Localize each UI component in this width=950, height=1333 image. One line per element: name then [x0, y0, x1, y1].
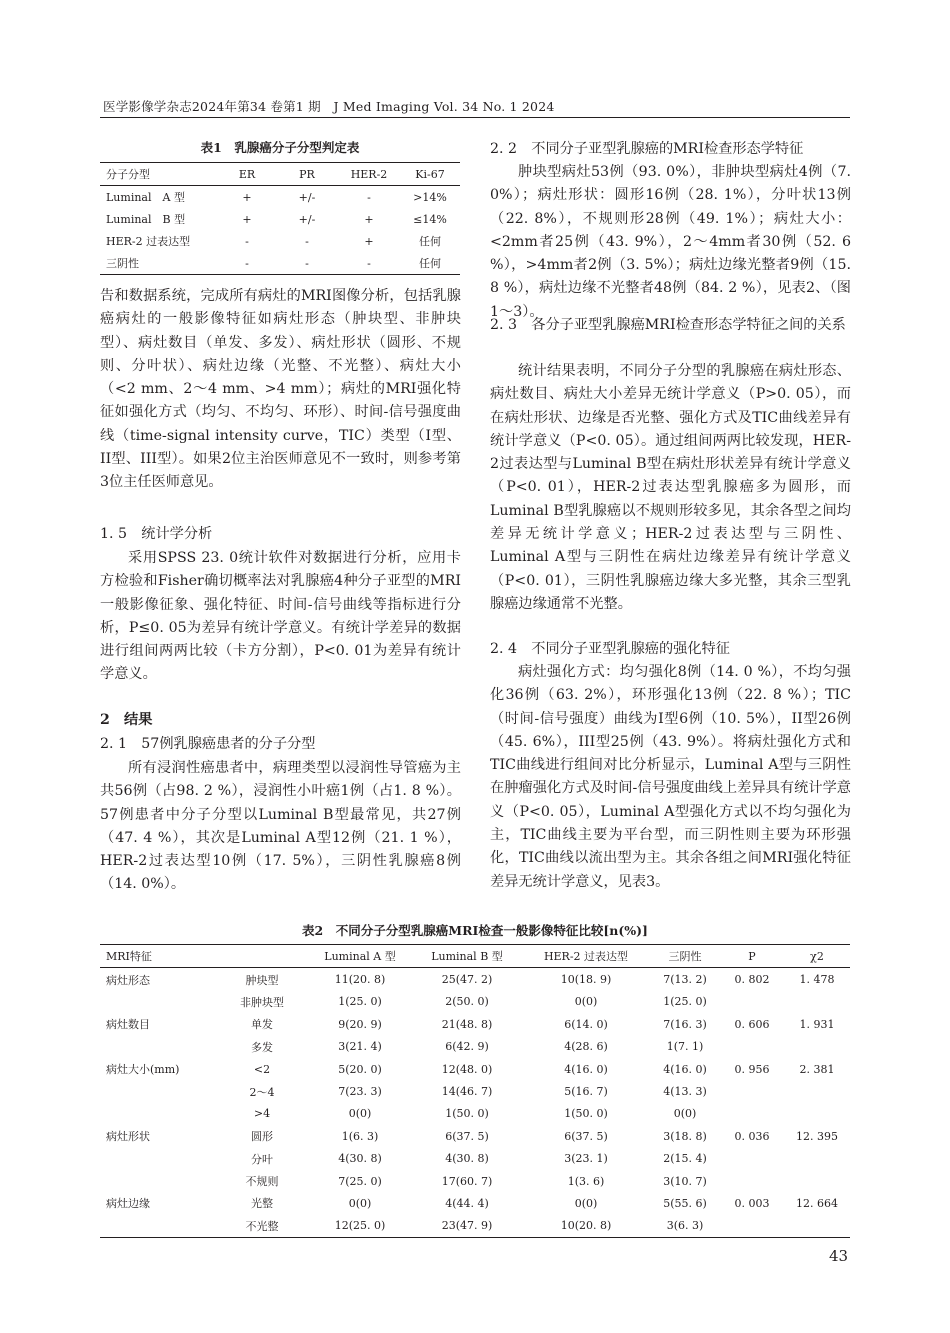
left-paragraph-3: 所有浸润性癌患者中，病理类型以浸润性导管癌为主共56例（占98. 2 %），浸润性小叶癌1例（占1. 8 %）。57例患者中分子分型以Luminal B型最常见，共27例（47. 4 %），其次是Luminal A型12例（21. 1 %），HER-2过表达型10例（17. 5%），三阴性乳腺癌8例（14. 0%）。 — [100, 760, 461, 893]
table2-cell: 0(0) — [574, 995, 598, 1009]
table2-cell: 单发 — [251, 1018, 273, 1032]
right-paragraph-3: 病灶强化方式：均匀强化8例（14. 0 %），不均匀强化36例（63. 2%），环形强化13例（22. 8 %）；TIC（时间-信号强度）曲线为I型6例（10. 5%），II型26例（45. 6%），III型25例（43. 9%）。将病灶强化方式和TIC曲线进行组间对比分析显示，Luminal A型与三阴性在肿瘤强化方式及时间-信号强度曲线上差异具有统计学意义（P<0. 05），Luminal A型强化方式以不均匀强化为主，TIC曲线主要为平台型，而三阴性则主要为环形强化，TIC曲线以流出型为主。其余各组之间MRI强化特征差异无统计学意义，见表3。 — [490, 664, 851, 890]
table2-cell: 1(50. 0) — [445, 1107, 489, 1121]
table2-cell: 10(20. 8) — [560, 1219, 612, 1233]
table2-cell: 3(21. 4) — [338, 1040, 382, 1054]
table2-cell: 4(16. 0) — [663, 1062, 707, 1076]
table2-cell — [784, 1148, 850, 1170]
table1-body — [100, 186, 460, 275]
table1-cell: - — [245, 256, 249, 270]
table2-cell: 1(25. 0) — [338, 995, 382, 1009]
table1-header-cell: 分子分型 — [106, 168, 150, 181]
table2-cell: 0(0) — [348, 1196, 372, 1210]
right-paragraph-1: 肿块型病灶53例（93. 0%），非肿块型病灶4例（7. 0%）；病灶形状：圆形16例（28. 1%），分叶状13例（22. 8%），不规则形28例（49. 1%）；病灶大小：<2mm者25例（43. 9%），2～4mm者30例（52. 6 %），>4mm者2例（3. 5%）；病灶边缘光整者9例（15. 8 %），病灶边缘不光整者48例（84. 2 %），见表2、（图1～3）。 — [490, 164, 851, 320]
table2-cell: 17(60. 7) — [441, 1174, 493, 1188]
table2-cell: 4(28. 6) — [564, 1040, 608, 1054]
table1-header-cell: HER-2 — [350, 167, 388, 181]
table2-cell: 多发 — [251, 1040, 273, 1054]
table2-cell: 21(48. 8) — [441, 1017, 493, 1031]
table2-cell: 9(20. 9) — [338, 1017, 382, 1031]
table2-row — [100, 1170, 850, 1192]
table2 — [100, 944, 850, 1238]
section-heading-2-3: 2. 3 各分子亚型乳腺癌MRI检查形态学特征之间的关系 — [490, 317, 846, 333]
table2-cell: 4(13. 3) — [663, 1085, 707, 1099]
table2-cell: 25(47. 2) — [441, 973, 493, 987]
section-heading-2-2: 2. 2 不同分子亚型乳腺癌的MRI检查形态学特征 — [490, 141, 804, 157]
table2-header-cell — [216, 945, 308, 968]
table2-cell: 3(6. 3) — [666, 1219, 704, 1233]
table2-cell: 6(37. 5) — [564, 1129, 608, 1143]
table2-cell: 分叶 — [251, 1152, 273, 1166]
table2-cell: 6(42. 9) — [445, 1040, 489, 1054]
table1-cell: 任何 — [419, 235, 441, 248]
table1-cell: 任何 — [419, 257, 441, 270]
table2-cell: 12(48. 0) — [441, 1062, 493, 1076]
table2-cell: 5(20. 0) — [338, 1062, 382, 1076]
table2-header-cell: 三阴性 — [668, 950, 702, 964]
table2-cell: 病灶边缘 — [106, 1197, 150, 1211]
left-paragraph-2: 采用SPSS 23. 0统计软件对数据进行分析，应用卡方检验和Fisher确切概率法对乳腺癌4种分子亚型的MRI一般影像征象、强化特征、时间-信号曲线等指标进行分析，P≤0. 05为差异有统计学意义。有统计学差异的数据进行组间两两比较（卡方分割），P<0. 01为差异有统计学意义。 — [100, 550, 461, 683]
table2-row — [100, 1215, 850, 1238]
table1-cell: Luminal B 型 — [106, 213, 186, 226]
table2-header-cell: HER-2 过表达型 — [543, 950, 629, 964]
table2-cell — [100, 1215, 216, 1238]
table2-cell: 0. 956 — [734, 1062, 770, 1076]
table2-cell: 6(14. 0) — [564, 1017, 608, 1031]
table2-header-cell: χ2 — [810, 949, 824, 963]
table2-cell: 0(0) — [673, 1107, 697, 1121]
table2-cell: 4(16. 0) — [564, 1062, 608, 1076]
table2-cell: 病灶形态 — [106, 973, 150, 987]
table2-cell — [100, 1148, 216, 1170]
table2-header-row — [100, 945, 850, 968]
table1-cell: +/- — [298, 190, 316, 204]
table2-row — [100, 1058, 850, 1080]
table2-cell: 6(37. 5) — [445, 1129, 489, 1143]
table2-row — [100, 1013, 850, 1035]
table2-cell — [784, 1036, 850, 1058]
table2-cell: 病灶数目 — [106, 1018, 150, 1032]
table2-cell — [100, 1036, 216, 1058]
table2-cell: 不规则 — [245, 1175, 279, 1189]
table2-cell: 2. 381 — [799, 1062, 835, 1076]
table2-cell: 0. 606 — [734, 1017, 770, 1031]
table2-caption: 表2 不同分子分型乳腺癌MRI检查一般影像特征比较[n(%)] — [302, 923, 648, 938]
table1-caption: 表1 乳腺癌分子分型判定表 — [200, 140, 360, 155]
table2-cell: 2(15. 4) — [663, 1152, 707, 1166]
table2-row — [100, 968, 850, 991]
table2-cell — [784, 1170, 850, 1192]
table2-cell: 3(23. 1) — [564, 1152, 608, 1166]
table2-cell: 病灶大小(mm) — [106, 1063, 180, 1077]
table2-cell — [720, 1170, 784, 1192]
running-header: 医学影像学杂志2024年第34 卷第1 期 J Med Imaging Vol. 34 No. 1 2024 — [103, 99, 555, 114]
table1-row — [100, 230, 460, 252]
table1-header-cell: Ki-67 — [415, 167, 445, 181]
table1 — [100, 162, 460, 275]
table2-cell: 1(7. 1) — [666, 1040, 704, 1054]
table2-cell: 2～4 — [249, 1085, 275, 1099]
table2-cell: 10(18. 9) — [560, 973, 612, 987]
table1-cell: - — [305, 234, 309, 248]
table2-header-cell: MRI特征 — [106, 950, 152, 964]
table1-cell: + — [364, 234, 374, 248]
table1-cell: +/- — [298, 212, 316, 226]
table1-cell: + — [364, 212, 374, 226]
table2-cell: 1. 931 — [799, 1017, 835, 1031]
table2-cell — [720, 1036, 784, 1058]
table2-cell: 不光整 — [245, 1219, 279, 1233]
table1-header-cell: PR — [299, 167, 315, 181]
table2-cell — [784, 1215, 850, 1238]
table2-cell: 2(50. 0) — [445, 995, 489, 1009]
header-rule — [100, 117, 850, 118]
table1-cell: ≤14% — [413, 212, 447, 226]
table1-cell: - — [367, 256, 371, 270]
table1-row — [100, 208, 460, 230]
table2-cell — [100, 1170, 216, 1192]
table2-row — [100, 1148, 850, 1170]
table2-cell — [100, 1103, 216, 1125]
table2-cell: 12. 395 — [796, 1129, 838, 1143]
table1-cell: Luminal A 型 — [106, 191, 185, 204]
table1-header-row — [100, 163, 460, 186]
table2-cell — [720, 991, 784, 1013]
table2-cell: 7(23. 3) — [338, 1085, 382, 1099]
table2-cell — [784, 1080, 850, 1102]
table2-cell: 14(46. 7) — [441, 1085, 493, 1099]
table2-cell: 3(10. 7) — [663, 1174, 707, 1188]
table2-cell: 1(3. 6) — [567, 1174, 605, 1188]
page-number: 43 — [829, 1247, 849, 1265]
table2-cell: 圆形 — [251, 1130, 273, 1144]
table2-row — [100, 991, 850, 1013]
table2-cell: 4(30. 8) — [445, 1152, 489, 1166]
table2-cell: 0. 003 — [734, 1196, 770, 1210]
section-heading-1-5: 1. 5 统计学分析 — [100, 526, 213, 542]
table2-cell: 12(25. 0) — [334, 1219, 386, 1233]
table2-header-cell: Luminal A 型 — [324, 950, 396, 964]
table2-cell: 光整 — [251, 1197, 273, 1211]
table1-cell: - — [305, 256, 309, 270]
table2-cell: 23(47. 9) — [441, 1219, 493, 1233]
table1-cell: HER-2 过表达型 — [106, 235, 191, 248]
table1-row — [100, 252, 460, 275]
table2-cell — [720, 1148, 784, 1170]
table2-cell — [720, 1080, 784, 1102]
table2-cell: 1. 478 — [799, 973, 835, 987]
table2-cell: 4(44. 4) — [445, 1196, 489, 1210]
table1-cell: + — [242, 212, 252, 226]
table2-cell: 5(55. 6) — [663, 1196, 707, 1210]
table2-cell — [100, 1080, 216, 1102]
table2-row — [100, 1125, 850, 1147]
table2-cell: 0. 036 — [734, 1129, 770, 1143]
table2-cell — [720, 1215, 784, 1238]
table2-cell: 0(0) — [574, 1196, 598, 1210]
table2-row — [100, 1080, 850, 1102]
table1-cell: - — [367, 190, 371, 204]
table2-cell: 7(13. 2) — [663, 973, 707, 987]
section-heading-2: 2 结果 — [100, 712, 153, 728]
table2-cell: 肿块型 — [245, 973, 279, 987]
left-paragraph-1: 告和数据系统，完成所有病灶的MRI图像分析，包括乳腺癌病灶的一般影像特征如病灶形态（肿块型、非肿块型）、病灶数目（单发、多发）、病灶形状（圆形、不规则、分叶状）、病灶边缘（光整、不光整）、病灶大小（<2 mm、2～4 mm、>4 mm）；病灶的MRI强化特征如强化方式（均匀、不均匀、环形）、时间-信号强度曲线（time-signal intensity curve，TIC）类型（I型、II型、III型）。如果2位主治医师意见不一致时，则参考第3位主任医师意见。 — [100, 288, 461, 491]
table2-cell — [100, 991, 216, 1013]
section-heading-2-1: 2. 1 57例乳腺癌患者的分子分型 — [100, 736, 316, 752]
table2-cell: 0(0) — [348, 1107, 372, 1121]
table1-header-cell: ER — [238, 167, 256, 181]
table1-cell: - — [245, 234, 249, 248]
table2-cell: 非肿块型 — [240, 995, 284, 1009]
table2-header-cell: P — [748, 949, 756, 963]
table2-cell: 1(25. 0) — [663, 995, 707, 1009]
table1-cell: >14% — [413, 190, 447, 204]
table2-cell: 0. 802 — [734, 973, 770, 987]
table2-cell: 3(18. 8) — [663, 1129, 707, 1143]
table1-row — [100, 186, 460, 209]
table2-row — [100, 1036, 850, 1058]
table2-cell: >4 — [253, 1107, 271, 1121]
table2-cell: 5(16. 7) — [564, 1085, 608, 1099]
right-paragraph-2: 统计结果表明，不同分子分型的乳腺癌在病灶形态、病灶数目、病灶大小差异无统计学意义（P>0. 05），而在病灶形状、边缘是否光整、强化方式及TIC曲线差异有统计学意义（P<0. 05）。通过组间两两比较发现，HER-2过表达型与Luminal B型在病灶形状差异有统计学意义（P<0. 01），HER-2过表达型乳腺癌多为圆形，而Luminal B型乳腺癌以不规则形较多见，其余各型之间均差异无统计学意义；HER-2过表达型与三阴性、Luminal A型与三阴性在病灶边缘差异有统计学意义（P<0. 01），三阴性乳腺癌边缘大多光整，其余三型乳腺癌边缘通常不光整。 — [490, 363, 851, 612]
table2-header-cell: Luminal B 型 — [431, 950, 503, 964]
table2-cell: 12. 664 — [796, 1196, 838, 1210]
table2-cell: <2 — [253, 1062, 271, 1076]
table2-cell — [784, 991, 850, 1013]
table2-cell: 4(30. 8) — [338, 1152, 382, 1166]
table1-cell: 三阴性 — [106, 257, 139, 270]
table2-cell: 病灶形状 — [106, 1130, 150, 1144]
table1-cell: + — [242, 190, 252, 204]
table2-cell — [784, 1103, 850, 1125]
table2-row — [100, 1103, 850, 1125]
table2-cell: 7(25. 0) — [338, 1174, 382, 1188]
table2-row — [100, 1192, 850, 1214]
table2-cell: 7(16. 3) — [663, 1017, 707, 1031]
table2-cell: 1(6. 3) — [341, 1129, 379, 1143]
table2-body — [100, 968, 850, 1238]
table2-cell: 11(20. 8) — [334, 973, 386, 987]
section-heading-2-4: 2. 4 不同分子亚型乳腺癌的强化特征 — [490, 641, 730, 657]
table2-cell — [720, 1103, 784, 1125]
table2-cell: 1(50. 0) — [564, 1107, 608, 1121]
